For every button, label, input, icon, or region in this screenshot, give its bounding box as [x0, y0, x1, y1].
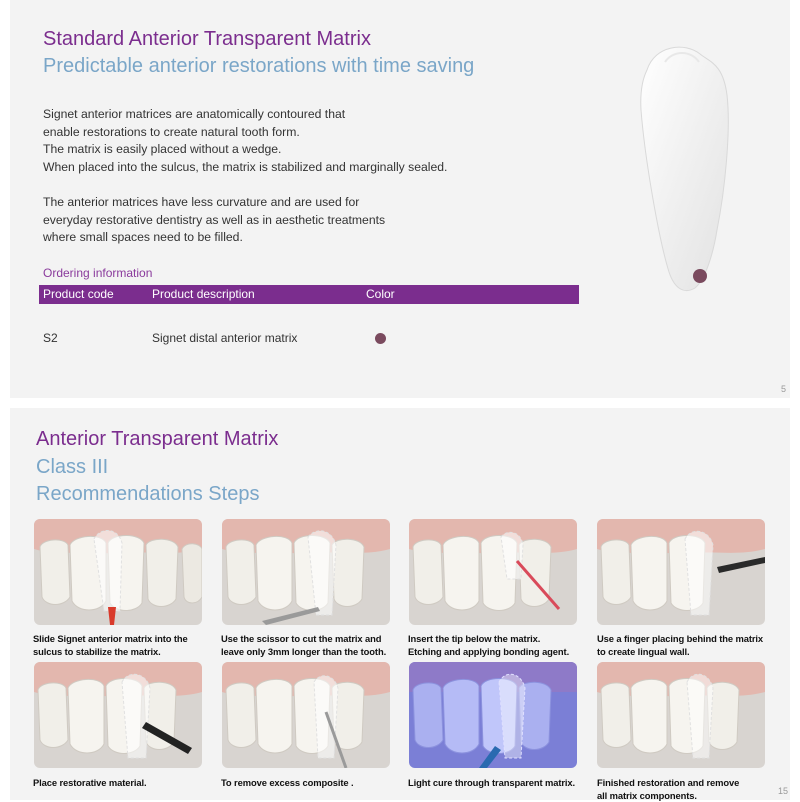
product-code-cell: S2 — [43, 331, 58, 345]
page-subtitle-steps: Recommendations Steps — [36, 483, 260, 505]
header-color: Color — [366, 287, 395, 301]
page-number: 5 — [780, 384, 786, 394]
page-number: 15 — [777, 786, 788, 796]
step-8-image — [597, 662, 765, 768]
step-5-image — [34, 662, 202, 768]
step-3-caption — [408, 632, 588, 658]
matrix-color-dot — [693, 269, 707, 283]
caption-line: Etching and applying bonding agent. — [408, 646, 570, 657]
paragraph-line: The anterior matrices have less curvature and are used for — [43, 195, 360, 209]
header-product-code: Product code — [43, 287, 114, 301]
caption-line: all matrix components. — [597, 790, 697, 801]
step-4-caption — [597, 632, 777, 658]
step-7-image — [409, 662, 577, 768]
caption-line: To remove excess composite . — [221, 777, 354, 788]
header-product-description: Product description — [152, 287, 255, 301]
page-title: Standard Anterior Transparent Matrix — [43, 28, 371, 50]
caption-line: Insert the tip below the matrix. — [408, 633, 541, 644]
caption-line: Use the scissor to cut the matrix and — [221, 633, 382, 644]
paragraph-line: When placed into the sulcus, the matrix is stabilized and marginally sealed. — [43, 159, 448, 174]
step-7-caption — [408, 776, 588, 789]
paragraph-line: enable restorations to create natural tooth form. — [43, 124, 300, 139]
step-3-image — [409, 519, 577, 625]
step-6-image — [222, 662, 390, 768]
paragraph-line: everyday restorative dentistry as well as in aesthetic treatments — [43, 212, 386, 227]
page-subtitle: Predictable anterior restorations with time saving — [43, 55, 475, 77]
paragraph-line: where small spaces need to be filled. — [43, 230, 243, 244]
caption-line: leave only 3mm longer than the tooth. — [221, 646, 387, 657]
caption-line: to create lingual wall. — [597, 646, 690, 657]
step-8-caption — [597, 776, 777, 802]
matrix-product-image — [625, 40, 745, 300]
caption-line: Use a finger placing behind the matrix — [597, 633, 764, 644]
catalog-page-15 — [10, 408, 790, 800]
catalog-page-5 — [10, 0, 790, 398]
caption-line: Slide Signet anterior matrix into the — [33, 633, 188, 644]
page-title: Anterior Transparent Matrix — [36, 428, 279, 450]
caption-line: sulcus to stabilize the matrix. — [33, 646, 161, 657]
order-table-header — [39, 285, 579, 304]
caption-line: Finished restoration and remove — [597, 777, 740, 788]
step-4-image — [597, 519, 765, 625]
ordering-info-label: Ordering information — [43, 266, 153, 280]
step-1-caption — [33, 632, 213, 658]
page-subtitle-class: Class III — [36, 456, 109, 478]
step-6-caption — [221, 776, 401, 789]
step-2-caption — [221, 632, 401, 658]
caption-line: Light cure through transparent matrix. — [408, 777, 576, 788]
step-5-caption — [33, 776, 213, 789]
color-swatch — [375, 333, 386, 344]
product-description-cell: Signet distal anterior matrix — [152, 331, 298, 345]
step-2-image — [222, 519, 390, 625]
step-1-image — [34, 519, 202, 625]
caption-line: Place restorative material. — [33, 777, 147, 788]
paragraph-line: The matrix is easily placed without a wedge. — [43, 142, 282, 156]
paragraph-line: Signet anterior matrices are anatomically contoured that — [43, 107, 346, 121]
description-paragraph-2 — [43, 194, 385, 247]
description-paragraph-1 — [43, 106, 447, 176]
